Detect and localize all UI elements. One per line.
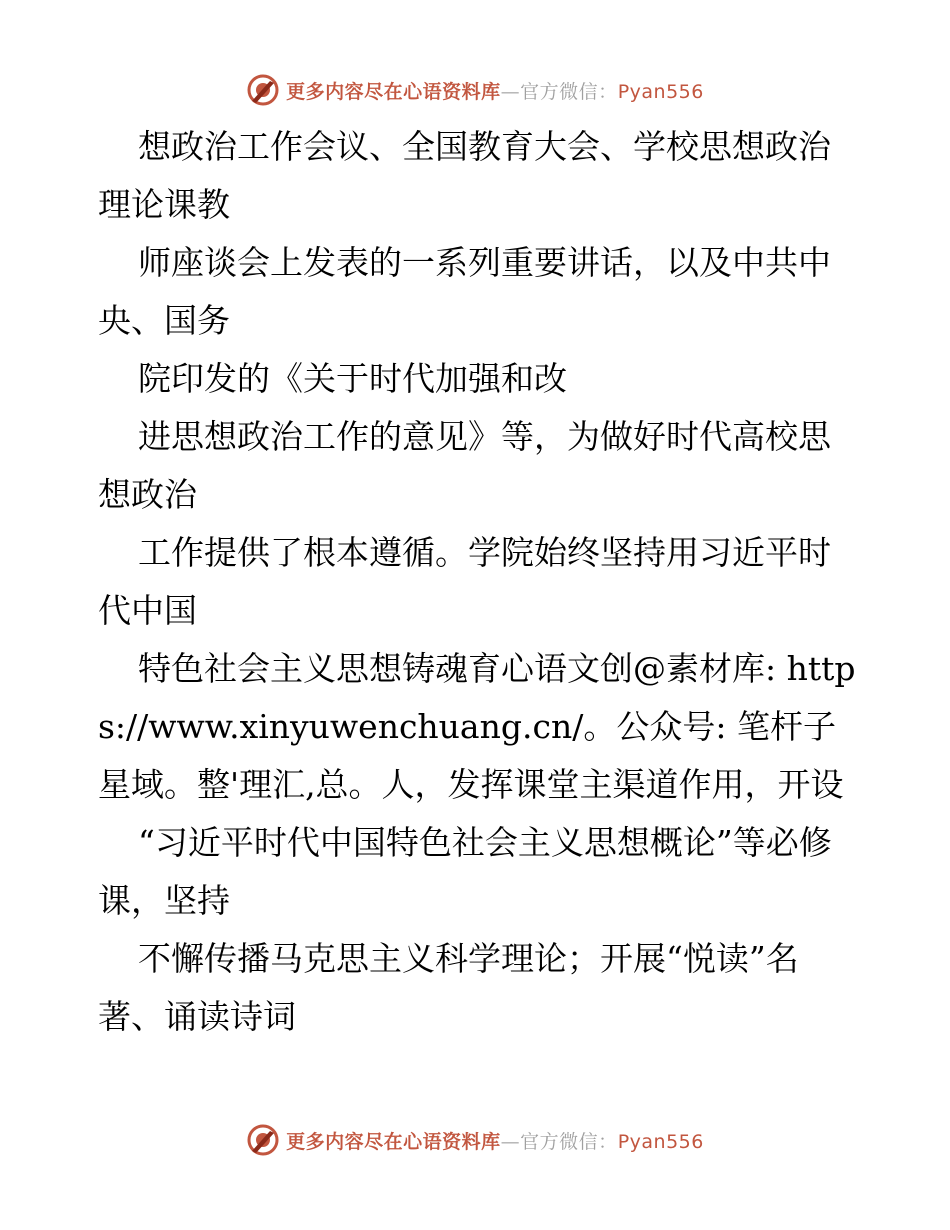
paragraph: 院印发的《关于时代加强和改 (138, 359, 567, 398)
watermark-dash: — (500, 1130, 521, 1153)
watermark-text (286, 1127, 704, 1154)
footer-watermark (0, 1120, 950, 1160)
watermark-dash: — (500, 80, 521, 103)
watermark-text (286, 77, 704, 104)
logo-icon (246, 73, 280, 107)
paragraph: “习近平时代中国特色社会主义思想概论”等必修课，坚持 (98, 823, 832, 920)
paragraph: 进思想政治工作的意见》等，为做好时代高校思想政治 (98, 417, 831, 514)
paragraph: 想政治工作会议、全国教育大会、学校思想政治理论课教 (98, 127, 831, 224)
paragraph: 特色社会主义思想铸魂育心语文创@素材库: https://www.xinyuwenchuang.cn/。公众号: 笔杆子星域。整'理汇,总。人，发挥课堂主渠道作用，开设 (98, 649, 856, 804)
logo-icon (246, 1123, 280, 1157)
watermark-official: 官方微信： (520, 1130, 618, 1153)
paragraph: 工作提供了根本遵循。学院始终坚持用习近平时代中国 (98, 533, 831, 630)
paragraph: 不懈传播马克思主义科学理论；开展“悦读”名著、诵读诗词 (98, 939, 799, 1036)
header-watermark (0, 70, 950, 110)
watermark-id: Pyan556 (617, 1130, 704, 1153)
paragraph: 师座谈会上发表的一系列重要讲话，以及中共中央、国务 (98, 243, 831, 340)
watermark-brand: 更多内容尽在心语资料库 (286, 1130, 501, 1153)
watermark-official: 官方微信： (520, 80, 618, 103)
watermark-id: Pyan556 (617, 80, 704, 103)
watermark-brand: 更多内容尽在心语资料库 (286, 80, 501, 103)
document-body (98, 118, 858, 1046)
